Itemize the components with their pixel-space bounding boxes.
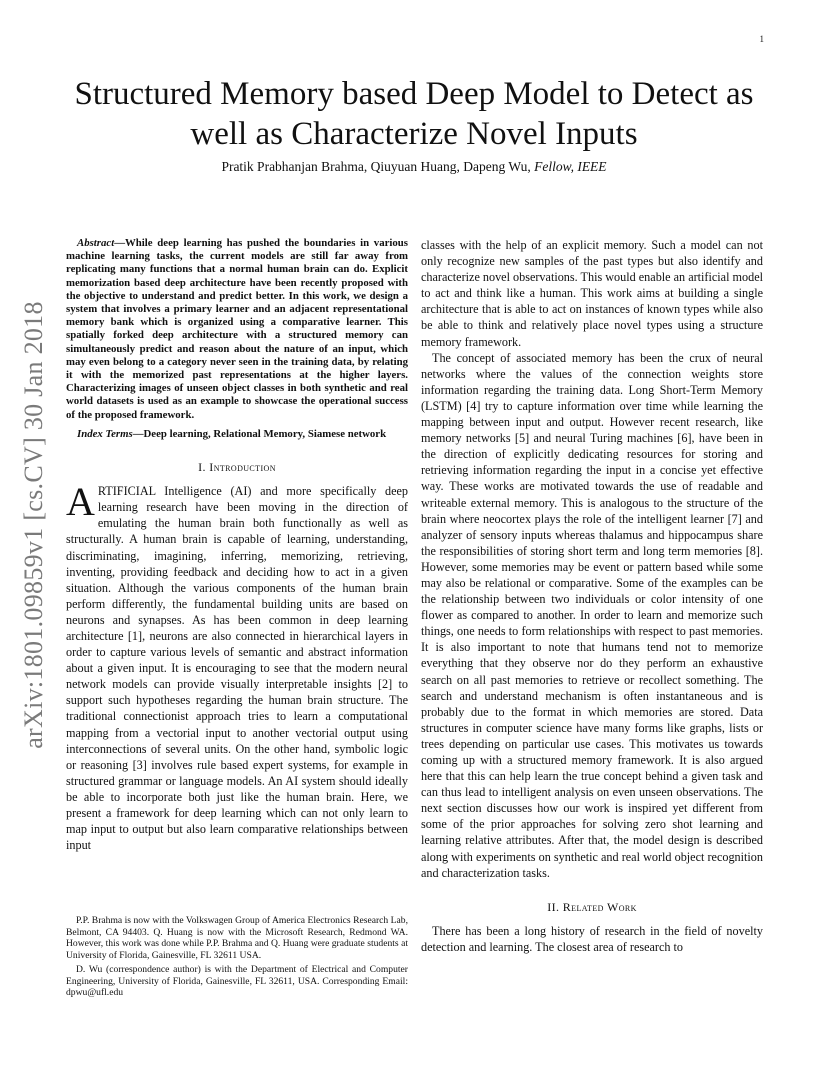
footnote-correspondence: D. Wu (correspondence author) is with the Department of Electrical and Computer Engineering, University of Florida, Gainesville, FL 32611, USA. Corresponding Email: dpwu@ufl.edu [66, 964, 408, 998]
introduction-paragraph-2: The concept of associated memory has been the crux of neural networks where the values of the connection weights store information regarding the training data. Long Short-Term Memory (LSTM) [4] try to capture information over time while learning the mapping between input and output. However recent research, like memory networks [5] and neural Turing machines [6], have been in the direction of explicitly dedicating resources for storing and retrieving information regarding the input in a concise yet effective way. These works are motivated towards the use of readable and writeable external memory. This is analogous to the structure of the brain where neocortex plays the role of the intelligent learner [7] and analyzer of sensory inputs whereas thalamus and hippocampus share the responsibilities of storing short term and long term memories [8]. However, some memories may be event or pattern based while some may also be relational or comparative. Some of the examples can be the relationship between two individuals or color intensity of one flower as compared to another. In order to learn and memorize such things, one needs to form relationships with respect to past memories. It is also important to note that humans tend not to memorize everything that they observe nor do they perform an exhaustive search on all past memories to retrieve or recollect something. The search and understand mechanism is often instantaneous and is probably due to the format in which memories are stored. Data structures in computer science have many forms like graphs, lists or trees depending on particular use cases. This motivates us towards coming up with a structured memory framework. It is also argued here that this can help learn the true concept behind a given task and can thus lead to intelligent analysis on even unseen observations. The next section discusses how our work is inspired yet different from some of the prior approaches for solving zero shot learning and learning relative attributes. After that, the model design is described along with experiments on synthetic and real world object recognition and characterization tasks. [421, 350, 763, 880]
abstract [66, 237, 408, 422]
introduction-paragraph-1 [66, 479, 408, 853]
introduction-paragraph-1-continued: classes with the help of an explicit memory. Such a model can not only recognize new samples of the past types but also identify and characterize novel observations. This would enable an artificial model to act and think like a human. This work aims at building a single architecture that is able to act on instances of known types while also be able to think and relatively place novel types using a structure memory framework. [421, 238, 763, 349]
author-line [60, 159, 768, 175]
author-fellow-title: Fellow, IEEE [534, 159, 607, 174]
footnotes [66, 915, 408, 1002]
abstract-label: Abstract [77, 237, 115, 249]
index-terms [66, 428, 408, 441]
drop-cap: A [66, 479, 95, 525]
page-number: 1 [759, 34, 764, 44]
author-names: Pratik Prabhanjan Brahma, Qiuyuan Huang, Dapeng Wu, [221, 159, 535, 174]
right-column [421, 237, 763, 955]
index-terms-label: Index Terms [77, 427, 133, 440]
abstract-text: —While deep learning has pushed the boundaries in various machine learning tasks, the current models are still far away from replicating many functions that a normal human brain can do. Explicit memorization based deep architecture have been recently proposed with the objective to understand and predict better. In this work, we design a system that involves a primary learner and an adjacent representational memory bank which is organized using a comparative learner. This spatially forked deep architecture with a structured memory can simultaneously predict and reason about the nature of an input, which may even belong to a category never seen in the training data, by relating it with the memorized past representations at the higher layers. Characterizing images of unseen object classes in both synthetic and real world datasets is used as an example to showcase the operational success of the proposed framework. [66, 237, 408, 421]
left-column [66, 237, 408, 853]
section-heading-related-work: II. Related Work [547, 899, 637, 914]
related-work-paragraph-1: There has been a long history of research in the field of novelty detection and learning. The closest area of research to [421, 923, 763, 954]
footnote-affiliation: P.P. Brahma is now with the Volkswagen Group of America Electronics Research Lab, Belmont, CA 94403. Q. Huang is now with the Microsoft Research, Redmond WA. However, this work was done while P.P. Brahma and Q. Huang were graduate students at University of Florida, Gainesville, FL 32611 USA. [66, 915, 408, 961]
arxiv-identifier-stamp [12, 290, 56, 760]
index-terms-text: —Deep learning, Relational Memory, Siamese network [132, 427, 387, 440]
introduction-paragraph-1-text: RTIFICIAL Intelligence (AI) and more specifically deep learning research have been moving in the direction of emulating the human brain both functionally as well as structurally. A human brain is capable of learning, understanding, discriminating, imagining, inferring, memorizing, retrieving, inventing, providing feedback and deciding how to act in a given situation. Although the various components of the human brain perform differently, the fundamental building units are based on neurons and synapses. As has been common in deep learning architecture [1], neurons are also connected in hierarchical layers in order to capture various levels of semantic and abstract information about a given input. It is encouraging to see that the modern neural network models can provide visually interpretable insights [2] to support such hypotheses regarding the human brain structure. The traditional connectionist approach tries to learn a computational mapping from a vectorial input to another vectorial output using interconnections of several units. On the other hand, symbolic logic or reasoning [3] involves rule based expert systems, for example in structured grammar or language models. An AI system should ideally be able to incorporate both just like the human brain. Here, we present a framework for deep learning which can not only learn to map input to output but also learn comparative relationships between input [66, 484, 408, 853]
paper-title: Structured Memory based Deep Model to Detect as well as Characterize Novel Inputs [74, 76, 754, 152]
arxiv-identifier-text: arXiv:1801.09859v1 [cs.CV] 30 Jan 2018 [19, 301, 49, 749]
section-heading-introduction: I. Introduction [198, 460, 276, 475]
